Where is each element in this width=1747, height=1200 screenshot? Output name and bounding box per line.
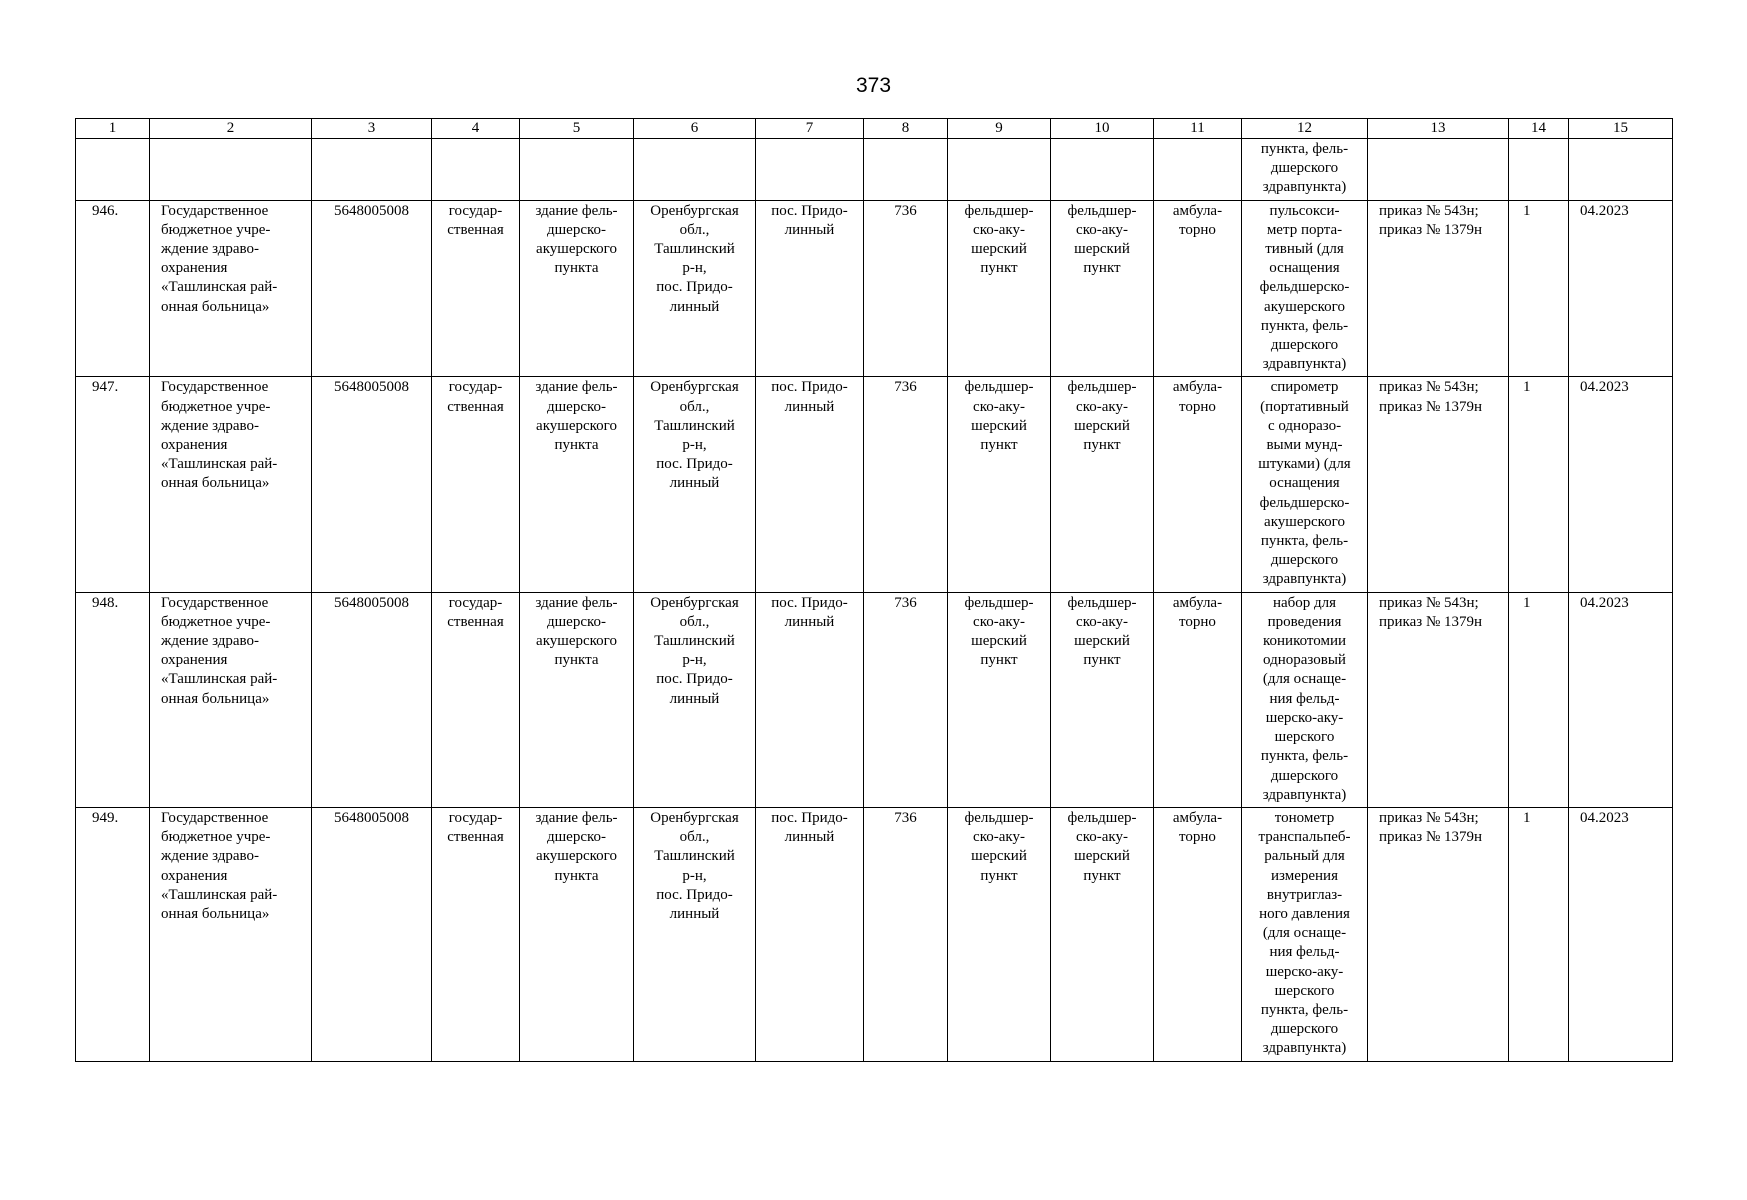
empty-cell <box>864 139 948 201</box>
empty-cell <box>432 139 520 201</box>
empty-cell <box>1051 139 1154 201</box>
date-cell: 04.2023 <box>1569 592 1673 807</box>
basis-cell: приказ № 543н; приказ № 1379н <box>1368 377 1509 592</box>
settlement-cell: пос. Придо- линный <box>756 592 864 807</box>
care-cell: амбула- торно <box>1154 200 1242 377</box>
code-cell: 736 <box>864 377 948 592</box>
empty-cell <box>150 139 312 201</box>
address-cell: Оренбургская обл., Ташлинский р-н, пос. Придо- линный <box>634 200 756 377</box>
header-cell: 6 <box>634 119 756 139</box>
equipment-cell: тонометр транспальпеб- ральный для измерения внутриглаз- ного давления (для оснаще- ния фельд- шерско-аку- шерского пункта, фель- дшерского здравпункта) <box>1242 807 1368 1061</box>
empty-cell <box>520 139 634 201</box>
date-cell: 04.2023 <box>1569 807 1673 1061</box>
organization-cell: Государственное бюджетное учре- ждение здраво- охранения «Ташлинская рай- онная больница» <box>150 200 312 377</box>
ownership-cell: государ- ственная <box>432 807 520 1061</box>
header-cell: 1 <box>76 119 150 139</box>
care-cell: амбула- торно <box>1154 377 1242 592</box>
quantity-cell: 1 <box>1509 592 1569 807</box>
equipment-table <box>75 118 1673 1062</box>
unit-type-cell: фельдшер- ско-аку- шерский пункт <box>948 200 1051 377</box>
quantity-cell: 1 <box>1509 807 1569 1061</box>
empty-cell <box>312 139 432 201</box>
table-row <box>76 807 1673 1061</box>
equipment-cell: пункта, фель- дшерского здравпункта) <box>1242 139 1368 201</box>
unit-cell: фельдшер- ско-аку- шерский пункт <box>1051 377 1154 592</box>
settlement-cell: пос. Придо- линный <box>756 377 864 592</box>
header-cell: 10 <box>1051 119 1154 139</box>
header-cell: 3 <box>312 119 432 139</box>
equipment-cell: спирометр (портативный с одноразо- выми мунд- штуками) (для оснащения фельдшерско- акушерского пункта, фель- дшерского здравпункта) <box>1242 377 1368 592</box>
building-cell: здание фель- дшерско- акушерского пункта <box>520 377 634 592</box>
row-number-cell: 947. <box>76 377 150 592</box>
empty-cell <box>756 139 864 201</box>
unit-cell: фельдшер- ско-аку- шерский пункт <box>1051 200 1154 377</box>
page-number: 373 <box>855 74 892 97</box>
header-cell: 13 <box>1368 119 1509 139</box>
address-cell: Оренбургская обл., Ташлинский р-н, пос. Придо- линный <box>634 807 756 1061</box>
unit-cell: фельдшер- ско-аку- шерский пункт <box>1051 807 1154 1061</box>
date-cell: 04.2023 <box>1569 377 1673 592</box>
header-cell: 15 <box>1569 119 1673 139</box>
header-row <box>76 119 1673 139</box>
inn-cell: 5648005008 <box>312 200 432 377</box>
inn-cell: 5648005008 <box>312 807 432 1061</box>
building-cell: здание фель- дшерско- акушерского пункта <box>520 592 634 807</box>
inn-cell: 5648005008 <box>312 377 432 592</box>
empty-cell <box>1154 139 1242 201</box>
code-cell: 736 <box>864 592 948 807</box>
organization-cell: Государственное бюджетное учре- ждение здраво- охранения «Ташлинская рай- онная больница» <box>150 377 312 592</box>
basis-cell: приказ № 543н; приказ № 1379н <box>1368 200 1509 377</box>
equipment-cell: набор для проведения коникотомии одноразовый (для оснаще- ния фельд- шерско-аку- шерского пункта, фель- дшерского здравпункта) <box>1242 592 1368 807</box>
continuation-row <box>76 139 1673 201</box>
row-number-cell: 949. <box>76 807 150 1061</box>
header-cell: 8 <box>864 119 948 139</box>
building-cell: здание фель- дшерско- акушерского пункта <box>520 807 634 1061</box>
ownership-cell: государ- ственная <box>432 377 520 592</box>
basis-cell: приказ № 543н; приказ № 1379н <box>1368 807 1509 1061</box>
quantity-cell: 1 <box>1509 200 1569 377</box>
header-cell: 14 <box>1509 119 1569 139</box>
unit-type-cell: фельдшер- ско-аку- шерский пункт <box>948 377 1051 592</box>
empty-cell <box>1569 139 1673 201</box>
row-number-cell: 946. <box>76 200 150 377</box>
header-cell: 7 <box>756 119 864 139</box>
address-cell: Оренбургская обл., Ташлинский р-н, пос. Придо- линный <box>634 377 756 592</box>
header-cell: 2 <box>150 119 312 139</box>
ownership-cell: государ- ственная <box>432 592 520 807</box>
address-cell: Оренбургская обл., Ташлинский р-н, пос. Придо- линный <box>634 592 756 807</box>
unit-type-cell: фельдшер- ско-аку- шерский пункт <box>948 592 1051 807</box>
building-cell: здание фель- дшерско- акушерского пункта <box>520 200 634 377</box>
table-row <box>76 200 1673 377</box>
table-row <box>76 592 1673 807</box>
unit-cell: фельдшер- ско-аку- шерский пункт <box>1051 592 1154 807</box>
settlement-cell: пос. Придо- линный <box>756 807 864 1061</box>
table-row <box>76 377 1673 592</box>
header-cell: 5 <box>520 119 634 139</box>
care-cell: амбула- торно <box>1154 807 1242 1061</box>
code-cell: 736 <box>864 807 948 1061</box>
care-cell: амбула- торно <box>1154 592 1242 807</box>
equipment-cell: пульсокси- метр порта- тивный (для оснащения фельдшерско- акушерского пункта, фель- дшерского здравпункта) <box>1242 200 1368 377</box>
unit-type-cell: фельдшер- ско-аку- шерский пункт <box>948 807 1051 1061</box>
ownership-cell: государ- ственная <box>432 200 520 377</box>
header-cell: 9 <box>948 119 1051 139</box>
row-number-cell: 948. <box>76 592 150 807</box>
empty-cell <box>76 139 150 201</box>
empty-cell <box>1368 139 1509 201</box>
header-cell: 12 <box>1242 119 1368 139</box>
header-cell: 4 <box>432 119 520 139</box>
inn-cell: 5648005008 <box>312 592 432 807</box>
organization-cell: Государственное бюджетное учре- ждение здраво- охранения «Ташлинская рай- онная больница» <box>150 807 312 1061</box>
header-cell: 11 <box>1154 119 1242 139</box>
settlement-cell: пос. Придо- линный <box>756 200 864 377</box>
empty-cell <box>1509 139 1569 201</box>
empty-cell <box>634 139 756 201</box>
basis-cell: приказ № 543н; приказ № 1379н <box>1368 592 1509 807</box>
quantity-cell: 1 <box>1509 377 1569 592</box>
code-cell: 736 <box>864 200 948 377</box>
organization-cell: Государственное бюджетное учре- ждение здраво- охранения «Ташлинская рай- онная больница» <box>150 592 312 807</box>
date-cell: 04.2023 <box>1569 200 1673 377</box>
empty-cell <box>948 139 1051 201</box>
